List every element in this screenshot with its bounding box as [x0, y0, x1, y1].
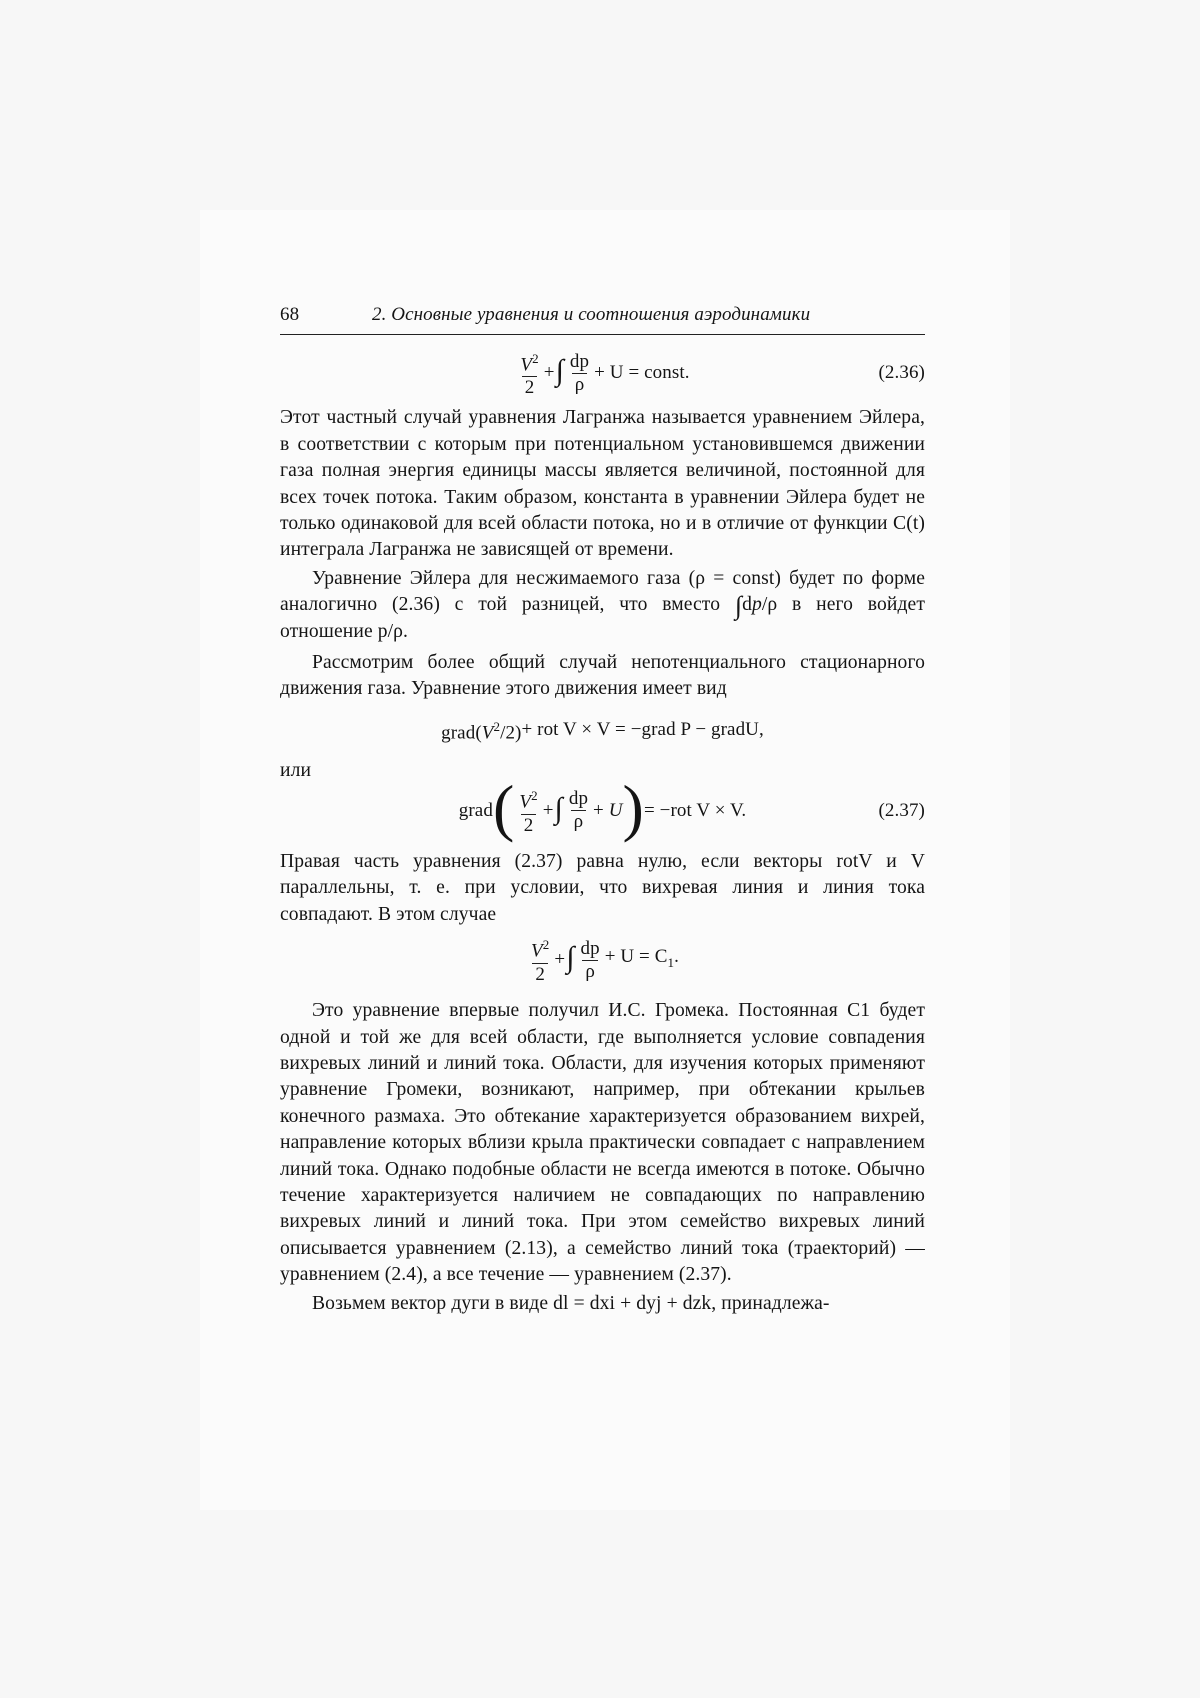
fraction-dp-over-rho: $\frac{dp}{\rho}$ — [569, 350, 590, 395]
fraction-v2-over-2: $\frac{V^2}{2}$ — [520, 350, 539, 399]
paragraph-3: Рассмотрим более общий случай непотенциального стационарного движения газа. Уравнение этого движения имеет вид — [280, 651, 925, 700]
book-page — [200, 210, 1010, 1510]
equation-2-37: grad ( $\frac{V^2}{2}$ + ∫ $\frac{dp}{\rho}$ + U ) = −rot V × V. (2.37) — [458, 771, 925, 843]
equation-number-2-37: (2.37) — [878, 799, 925, 821]
eq-grad-rhs: + rot V × V = −grad P − gradU, — [521, 719, 764, 741]
page-content — [280, 302, 925, 1317]
integral-sign: ∫ — [555, 354, 564, 388]
paragraph-4: Правая часть уравнения (2.37) равна нулю, если векторы rotV и V параллельны, т. е. при условии, что вихревая линия и линия тока совпадают. В этом случае — [280, 850, 925, 925]
eq237-rhs: = −rot V × V. — [643, 799, 747, 821]
page-number: 68 — [280, 304, 300, 325]
word-ili: или — [280, 760, 312, 782]
paragraph-2: Уравнение Эйлера для несжимаемого газа (ρ = const) будет по форме аналогично (2.36) с той разницей, что вместо ∫dp/ρ в него войдет отношение p/ρ. — [280, 567, 925, 643]
paragraph-1: Этот частный случай уравнения Лагранжа называется уравнением Эйлера, в соответствии с которым при потенциальном установившемся движении газа полная энергия единицы массы является величиной, постоянной для всех точек потока. Таким образом, константа в уравнении Эйлера будет не только одинаковой для всей области потока, но и в отличие от функции C(t) интеграла Лагранжа не зависящей от времени. — [280, 407, 925, 561]
eq236-rhs: + U = const. — [594, 362, 690, 384]
running-head — [280, 302, 925, 335]
equation-2-36: $\frac{V^2}{2}$ + ∫ $\frac{dp}{\rho}$ + U = const. (2.36) — [280, 341, 925, 405]
chapter-title: 2. Основные уравнения и соотношения аэродинамики — [372, 304, 811, 325]
equation-number-2-36: (2.36) — [878, 362, 925, 384]
eq-gromeka-rhs: + $U = C_1$. — [604, 945, 679, 970]
equation-gromeka: $\frac{V^2}{2}$ + ∫ $\frac{dp}{\rho}$ + $U = C_1$. — [531, 937, 679, 985]
paragraph-5: Это уравнение впервые получил И.С. Громека. Постоянная C1 будет одной и той же для всей области, где выполняется условие совпадения вихревых линий и линий тока. Области, для изучения которых применяют уравнение Громеки, возникают, например, при обтекании крыльев конечного размаха. Это обтекание характеризуется образованием вихрей, направление которых вблизи крыла практически совпадает с направлением линий тока. Однако подобные области не всегда имеются в потоке. Обычно течение характеризуется наличием не совпадающих по направлению вихревых линий и линий тока. При этом семейство вихревых линий описывается уравнением (2.13), а семейство линий тока (траекторий) — уравнением (2.4), а все течение — уравнением (2.37). — [280, 1000, 925, 1286]
paragraph-6: Возьмем вектор дуги в виде dl = dxi + dyj + dzk, принадлежа- — [312, 1292, 830, 1314]
equation-grad: $grad(V^2/2)$ + rot V × V = −grad P − gradU, — [441, 719, 764, 744]
